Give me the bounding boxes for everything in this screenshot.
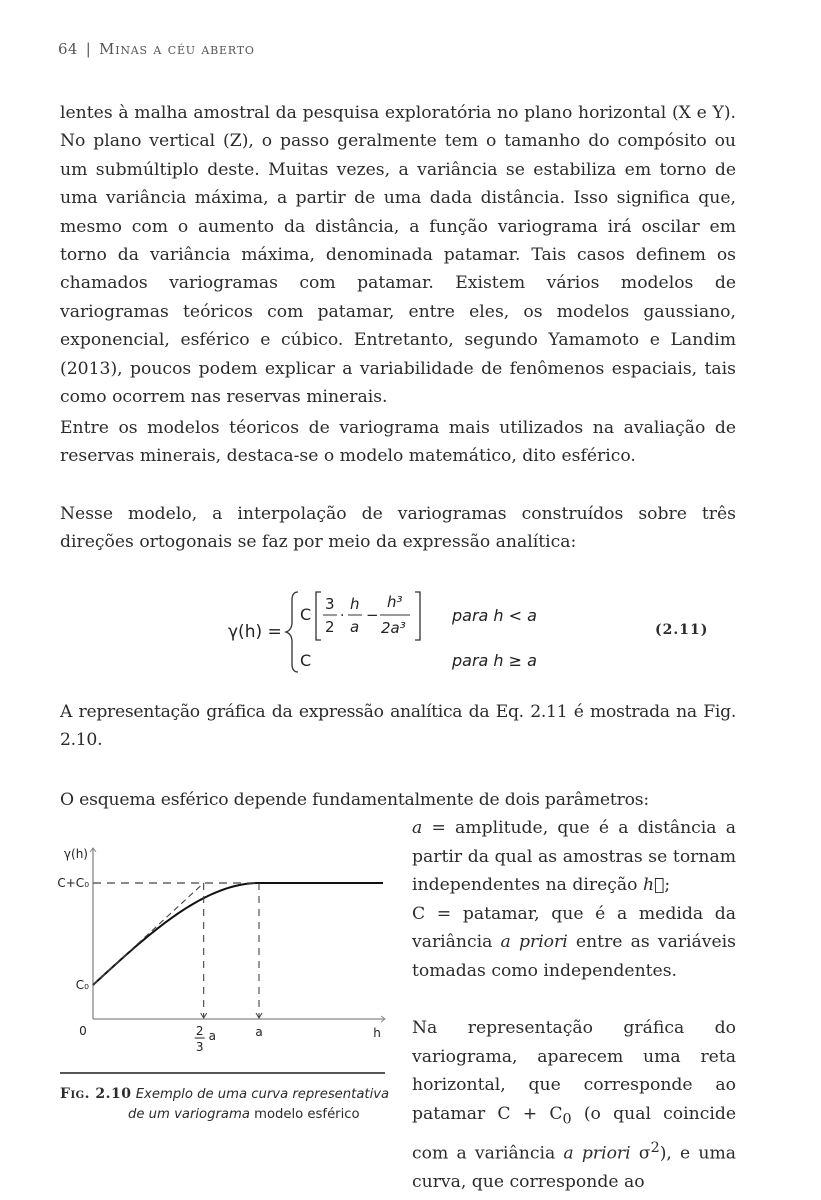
- paragraph-variance-plateau: lentes à malha amostral da pesquisa exploratória no plano horizontal (X e Y). No plano vertical (Z), o passo geralmente tem o tamanho do compósito ou um submúltiplo deste. Muitas vezes, a variância se estabiliza em torno de uma variância máxima, a partir de uma dada distância. Isso significa que, mesmo com o aumento da distância, a função variograma irá oscilar em torno da variância máxima, denominada patamar. Tais casos definem os chamados variogramas com patamar. Existem vários modelos de variogramas teóricos com patamar, entre eles, os modelos gaussiano, exponencial, esférico e cúbico. Entretanto, segundo Yamamoto e Landim (2013), poucos podem explicar a variabilidade de fenômenos espaciais, tais como ocorrem nas reservas minerais.: [60, 103, 736, 408]
- subscript-0: 0: [562, 1111, 572, 1128]
- right-bracket: [415, 592, 420, 640]
- frac1-denominator: 2: [325, 618, 335, 636]
- x-tick-label-origin: 0: [79, 1024, 87, 1038]
- caption-italic-2: de um variograma: [128, 1107, 250, 1122]
- para-mid: (o qual coincide com a variância: [412, 1103, 736, 1164]
- figure-rule: [60, 1072, 385, 1074]
- x-tick-label-range: a: [255, 1025, 263, 1039]
- equation-2-11: [220, 582, 720, 682]
- y-axis-label: γ(h): [63, 847, 88, 861]
- caption-italic-1: Exemplo de uma curva representativa: [135, 1087, 390, 1102]
- caption-line-2: [60, 1105, 390, 1125]
- frac2-numerator: h: [350, 595, 360, 613]
- figure-caption: [60, 1084, 390, 1125]
- def-c-italic: a priori: [500, 932, 568, 953]
- y-tick-label-nugget: C₀: [75, 978, 89, 992]
- superscript-2: 2: [650, 1139, 660, 1156]
- x-tick-label-frac-den: 3: [195, 1040, 204, 1054]
- def-c-end: entre as variáveis tomadas como independentes.: [412, 932, 736, 981]
- x-tick-label-frac-num: 2: [195, 1024, 204, 1038]
- left-brace: [286, 592, 298, 672]
- figure-label: Fig. 2.10: [60, 1086, 132, 1102]
- paragraph-figure-reference: A representação gráfica da expressão analítica da Eq. 2.11 é mostrada na Fig. 2.10.: [60, 702, 736, 751]
- def-a-end: ;: [664, 875, 671, 896]
- frac3-denominator: 2a³: [381, 619, 406, 637]
- case1-coefficient: C: [300, 605, 312, 624]
- variogram-chart: [55, 840, 395, 1070]
- def-a-text: = amplitude, que é a distância a partir da qual as amostras se tornam independentes na direção: [412, 818, 736, 896]
- page-number: 64: [58, 40, 78, 58]
- sigma: σ: [630, 1143, 651, 1164]
- multiply-dot: ·: [340, 608, 345, 624]
- case2-condition: para h ≥ a: [452, 651, 537, 670]
- paragraph-spherical-model: Entre os modelos téoricos de variograma mais utilizados na avaliação de reservas minerais, destaca-se o modelo matemático, dito esférico.: [60, 418, 736, 467]
- paragraph-interpolation: Nesse modelo, a interpolação de variogramas construídos sobre três direções ortogonais se faz por meio da expressão analítica:: [60, 504, 736, 553]
- para-italic: a priori: [563, 1143, 631, 1164]
- frac2-denominator: a: [350, 618, 360, 636]
- x-axis-label: h: [373, 1026, 381, 1040]
- paragraph-parameters-intro: O esquema esférico depende fundamentalmente de dois parâmetros:: [60, 790, 649, 810]
- para-start: Na representação gráfica do variograma, aparecem uma reta horizontal, que corresponde ao patamar C + C: [412, 1018, 736, 1124]
- paragraph-graphic-representation: [412, 1014, 736, 1197]
- caption-plain: modelo esférico: [249, 1107, 360, 1122]
- vector-h: h⃗: [642, 875, 665, 896]
- spherical-curve: [93, 883, 383, 985]
- case1-condition: para h < a: [452, 606, 537, 625]
- frac1-numerator: 3: [325, 595, 335, 613]
- para-end: ), e uma curva, que corresponde ao: [412, 1143, 737, 1193]
- minus-sign: −: [366, 606, 379, 624]
- y-tick-label-sill: C+C₀: [57, 876, 89, 890]
- equation-lhs: γ(h) =: [228, 622, 282, 642]
- header-separator: |: [85, 40, 92, 58]
- running-head: [58, 40, 255, 58]
- symbol-a: a: [412, 818, 423, 838]
- equation-number: (2.11): [655, 622, 709, 638]
- tangent-dashed-line: [93, 883, 204, 985]
- parameter-definitions: [412, 814, 736, 986]
- book-title: Minas a céu aberto: [99, 40, 255, 58]
- frac3-numerator: h³: [387, 593, 403, 611]
- case2-value: C: [300, 651, 312, 670]
- def-c-text: C = patamar, que é a medida da variância: [412, 903, 736, 953]
- left-bracket: [316, 592, 321, 640]
- x-tick-label-frac-a: a: [208, 1029, 217, 1043]
